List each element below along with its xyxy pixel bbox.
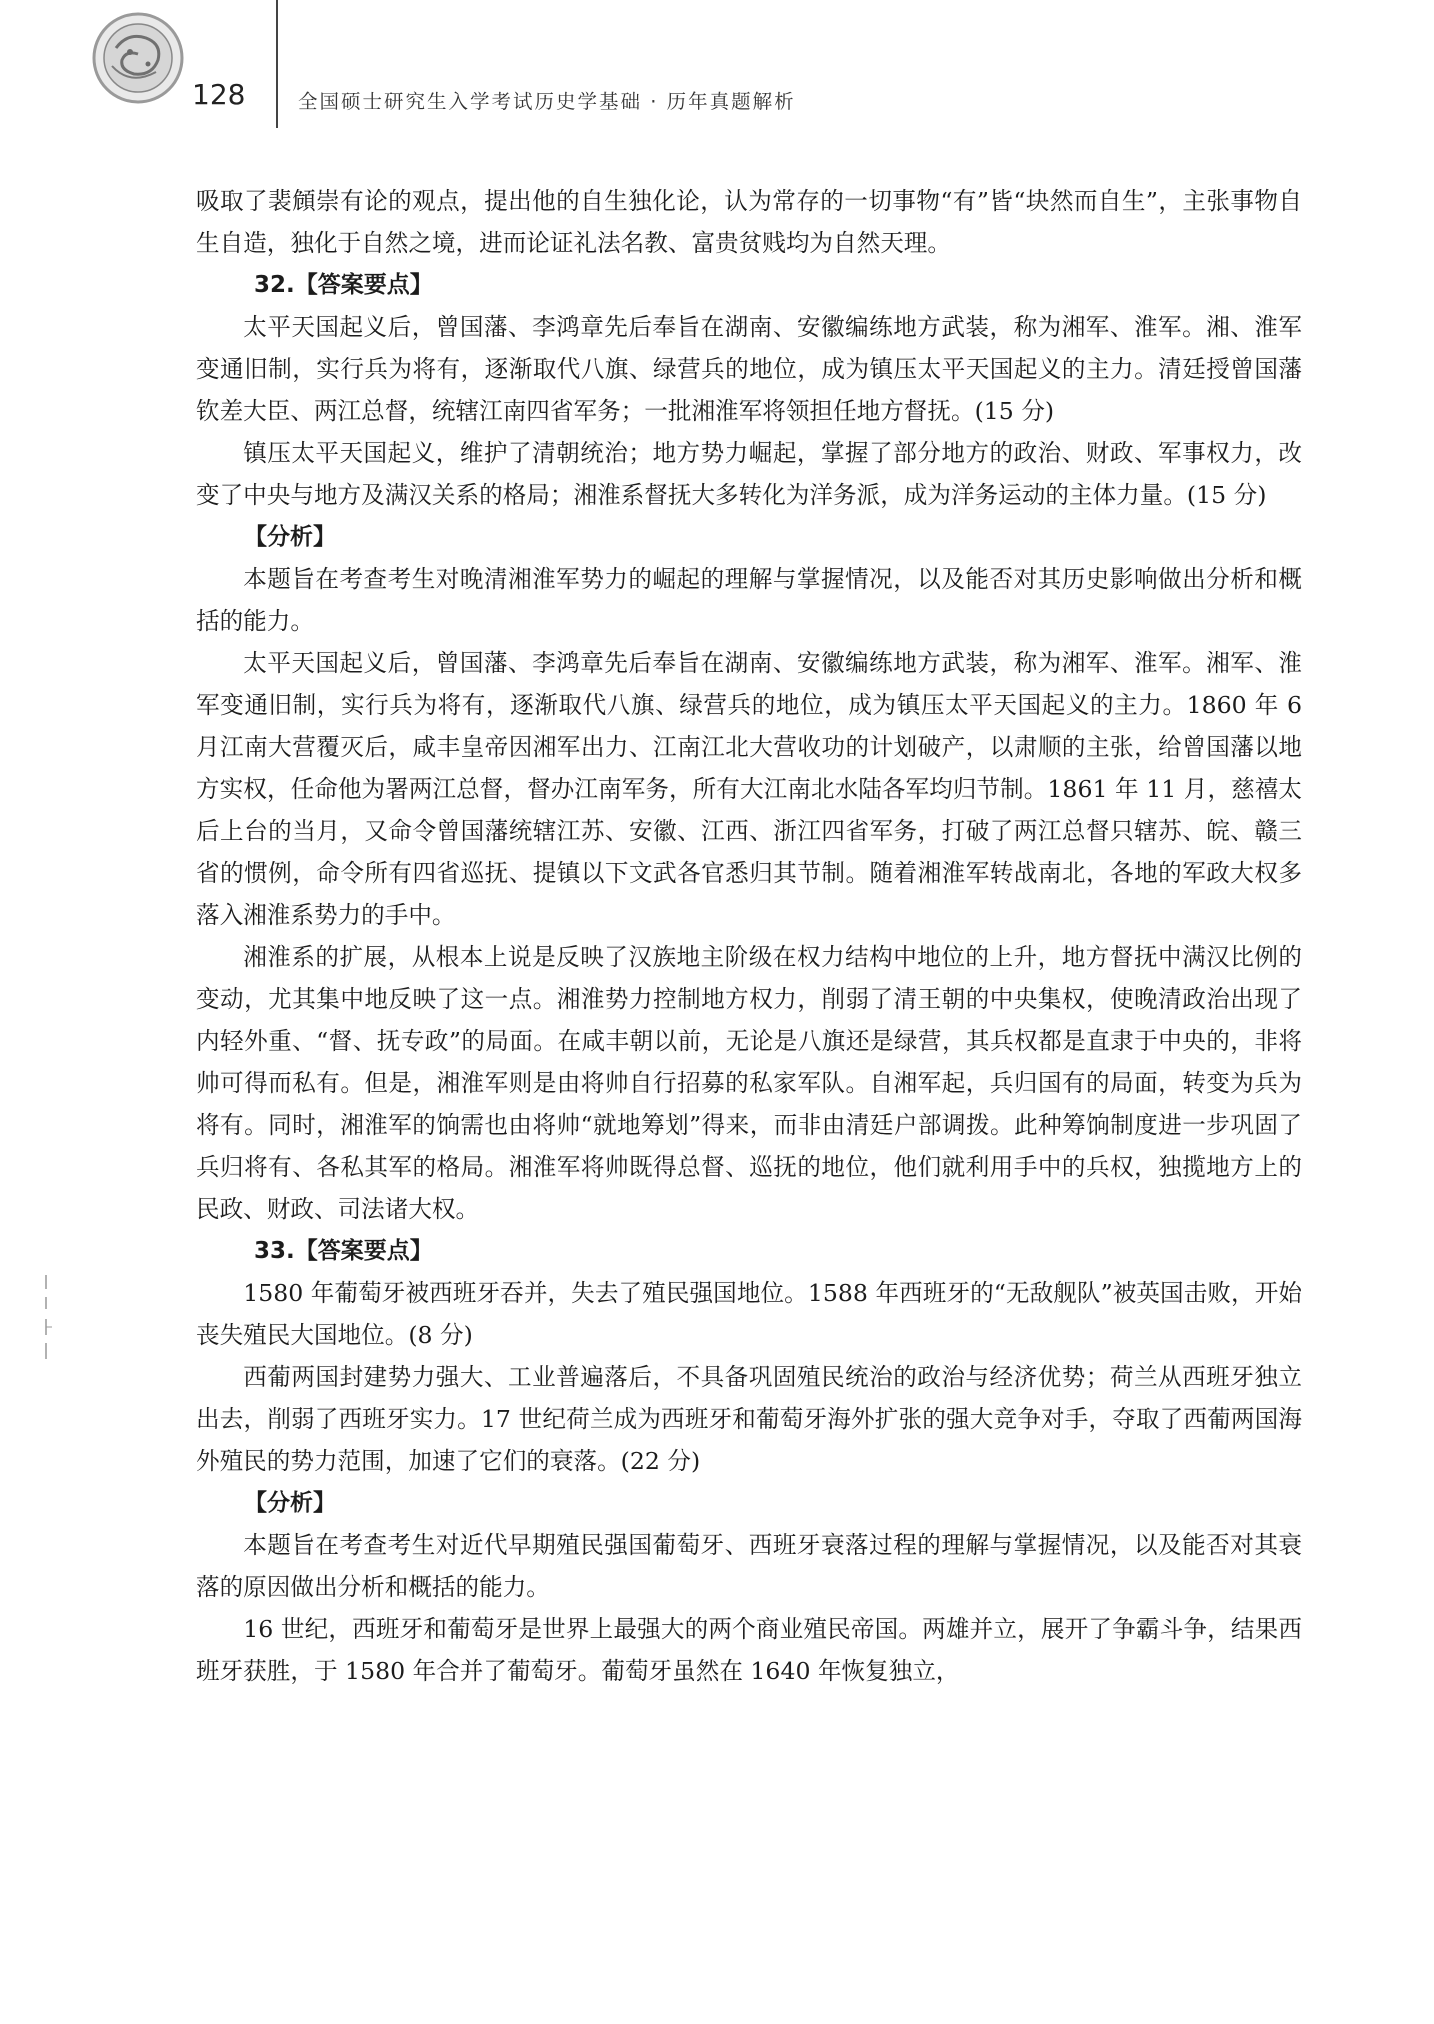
paragraph: 吸取了裴頠崇有论的观点，提出他的自生独化论，认为常存的一切事物“有”皆“块然而自生”，主张事物自生自造，独化于自然之境，进而论证礼法名教、富贵贫贱均为自然天理。	[196, 187, 1302, 257]
paragraph: 镇压太平天国起义，维护了清朝统治；地方势力崛起，掌握了部分地方的政治、财政、军事权力，改变了中央与地方及满汉关系的格局；湘淮系督抚大多转化为洋务派，成为洋务运动的主体力量。(15 分)	[196, 439, 1302, 509]
page-body	[196, 180, 1302, 1692]
library-seal-stamp	[72, 8, 200, 122]
page-number: 128	[192, 78, 246, 111]
paragraph: 西葡两国封建势力强大、工业普遍落后，不具备巩固殖民统治的政治与经济优势；荷兰从西班牙独立出去，削弱了西班牙实力。17 世纪荷兰成为西班牙和葡萄牙海外扩张的强大竞争对手，夺取了西葡两国海外殖民的势力范围，加速了它们的衰落。(22 分)	[196, 1363, 1302, 1475]
answer-heading: 32.【答案要点】	[254, 272, 433, 298]
answer-heading: 33.【答案要点】	[254, 1238, 433, 1264]
running-title: 全国硕士研究生入学考试历史学基础 · 历年真题解析	[298, 90, 796, 113]
analysis-heading: 【分析】	[244, 524, 336, 550]
paragraph: 本题旨在考查考生对晚清湘淮军势力的崛起的理解与掌握情况，以及能否对其历史影响做出分析和概括的能力。	[196, 565, 1302, 635]
paragraph: 本题旨在考查考生对近代早期殖民强国葡萄牙、西班牙衰落过程的理解与掌握情况，以及能否对其衰落的原因做出分析和概括的能力。	[196, 1531, 1302, 1601]
paragraph: 16 世纪，西班牙和葡萄牙是世界上最强大的两个商业殖民帝国。两雄并立，展开了争霸斗争，结果西班牙获胜，于 1580 年合并了葡萄牙。葡萄牙虽然在 1640 年恢复独立，	[196, 1615, 1302, 1685]
paragraph: 1580 年葡萄牙被西班牙吞并，失去了殖民强国地位。1588 年西班牙的“无敌舰队”被英国击败，开始丧失殖民大国地位。(8 分)	[196, 1279, 1302, 1349]
header-divider	[276, 0, 278, 128]
paragraph: 湘淮系的扩展，从根本上说是反映了汉族地主阶级在权力结构中地位的上升，地方督抚中满汉比例的变动，尤其集中地反映了这一点。湘淮势力控制地方权力，削弱了清王朝的中央集权，使晚清政治出现了内轻外重、“督、抚专政”的局面。在咸丰朝以前，无论是八旗还是绿营，其兵权都是直隶于中央的，非将帅可得而私有。但是，湘淮军则是由将帅自行招募的私家军队。自湘军起，兵归国有的局面，转变为兵为将有。同时，湘淮军的饷需也由将帅“就地筹划”得来，而非由清廷户部调拨。此种筹饷制度进一步巩固了兵归将有、各私其军的格局。湘淮军将帅既得总督、巡抚的地位，他们就利用手中的兵权，独揽地方上的民政、财政、司法诸大权。	[196, 943, 1302, 1223]
paragraph: 太平天国起义后，曾国藩、李鸿章先后奉旨在湖南、安徽编练地方武装，称为湘军、淮军。湘、淮军变通旧制，实行兵为将有，逐渐取代八旗、绿营兵的地位，成为镇压太平天国起义的主力。清廷授曾国藩钦差大臣、两江总督，统辖江南四省军务；一批湘淮军将领担任地方督抚。(15 分)	[196, 313, 1302, 425]
paragraph: 太平天国起义后，曾国藩、李鸿章先后奉旨在湖南、安徽编练地方武装，称为湘军、淮军。湘军、淮军变通旧制，实行兵为将有，逐渐取代八旗、绿营兵的地位，成为镇压太平天国起义的主力。1860 年 6 月江南大营覆灭后，咸丰皇帝因湘军出力、江南江北大营收功的计划破产，以肃顺的主张，给曾国藩以地方实权，任命他为署两江总督，督办江南军务，所有大江南北水陆各军均归节制。1861 年 11 月，慈禧太后上台的当月，又命令曾国藩统辖江苏、安徽、江西、浙江四省军务，打破了两江总督只辖苏、皖、赣三省的惯例，命令所有四省巡抚、提镇以下文武各官悉归其节制。随着湘淮军转战南北，各地的军政大权多落入湘淮系势力的手中。	[196, 649, 1302, 929]
analysis-heading: 【分析】	[244, 1490, 336, 1516]
binding-marks	[42, 1275, 54, 1365]
